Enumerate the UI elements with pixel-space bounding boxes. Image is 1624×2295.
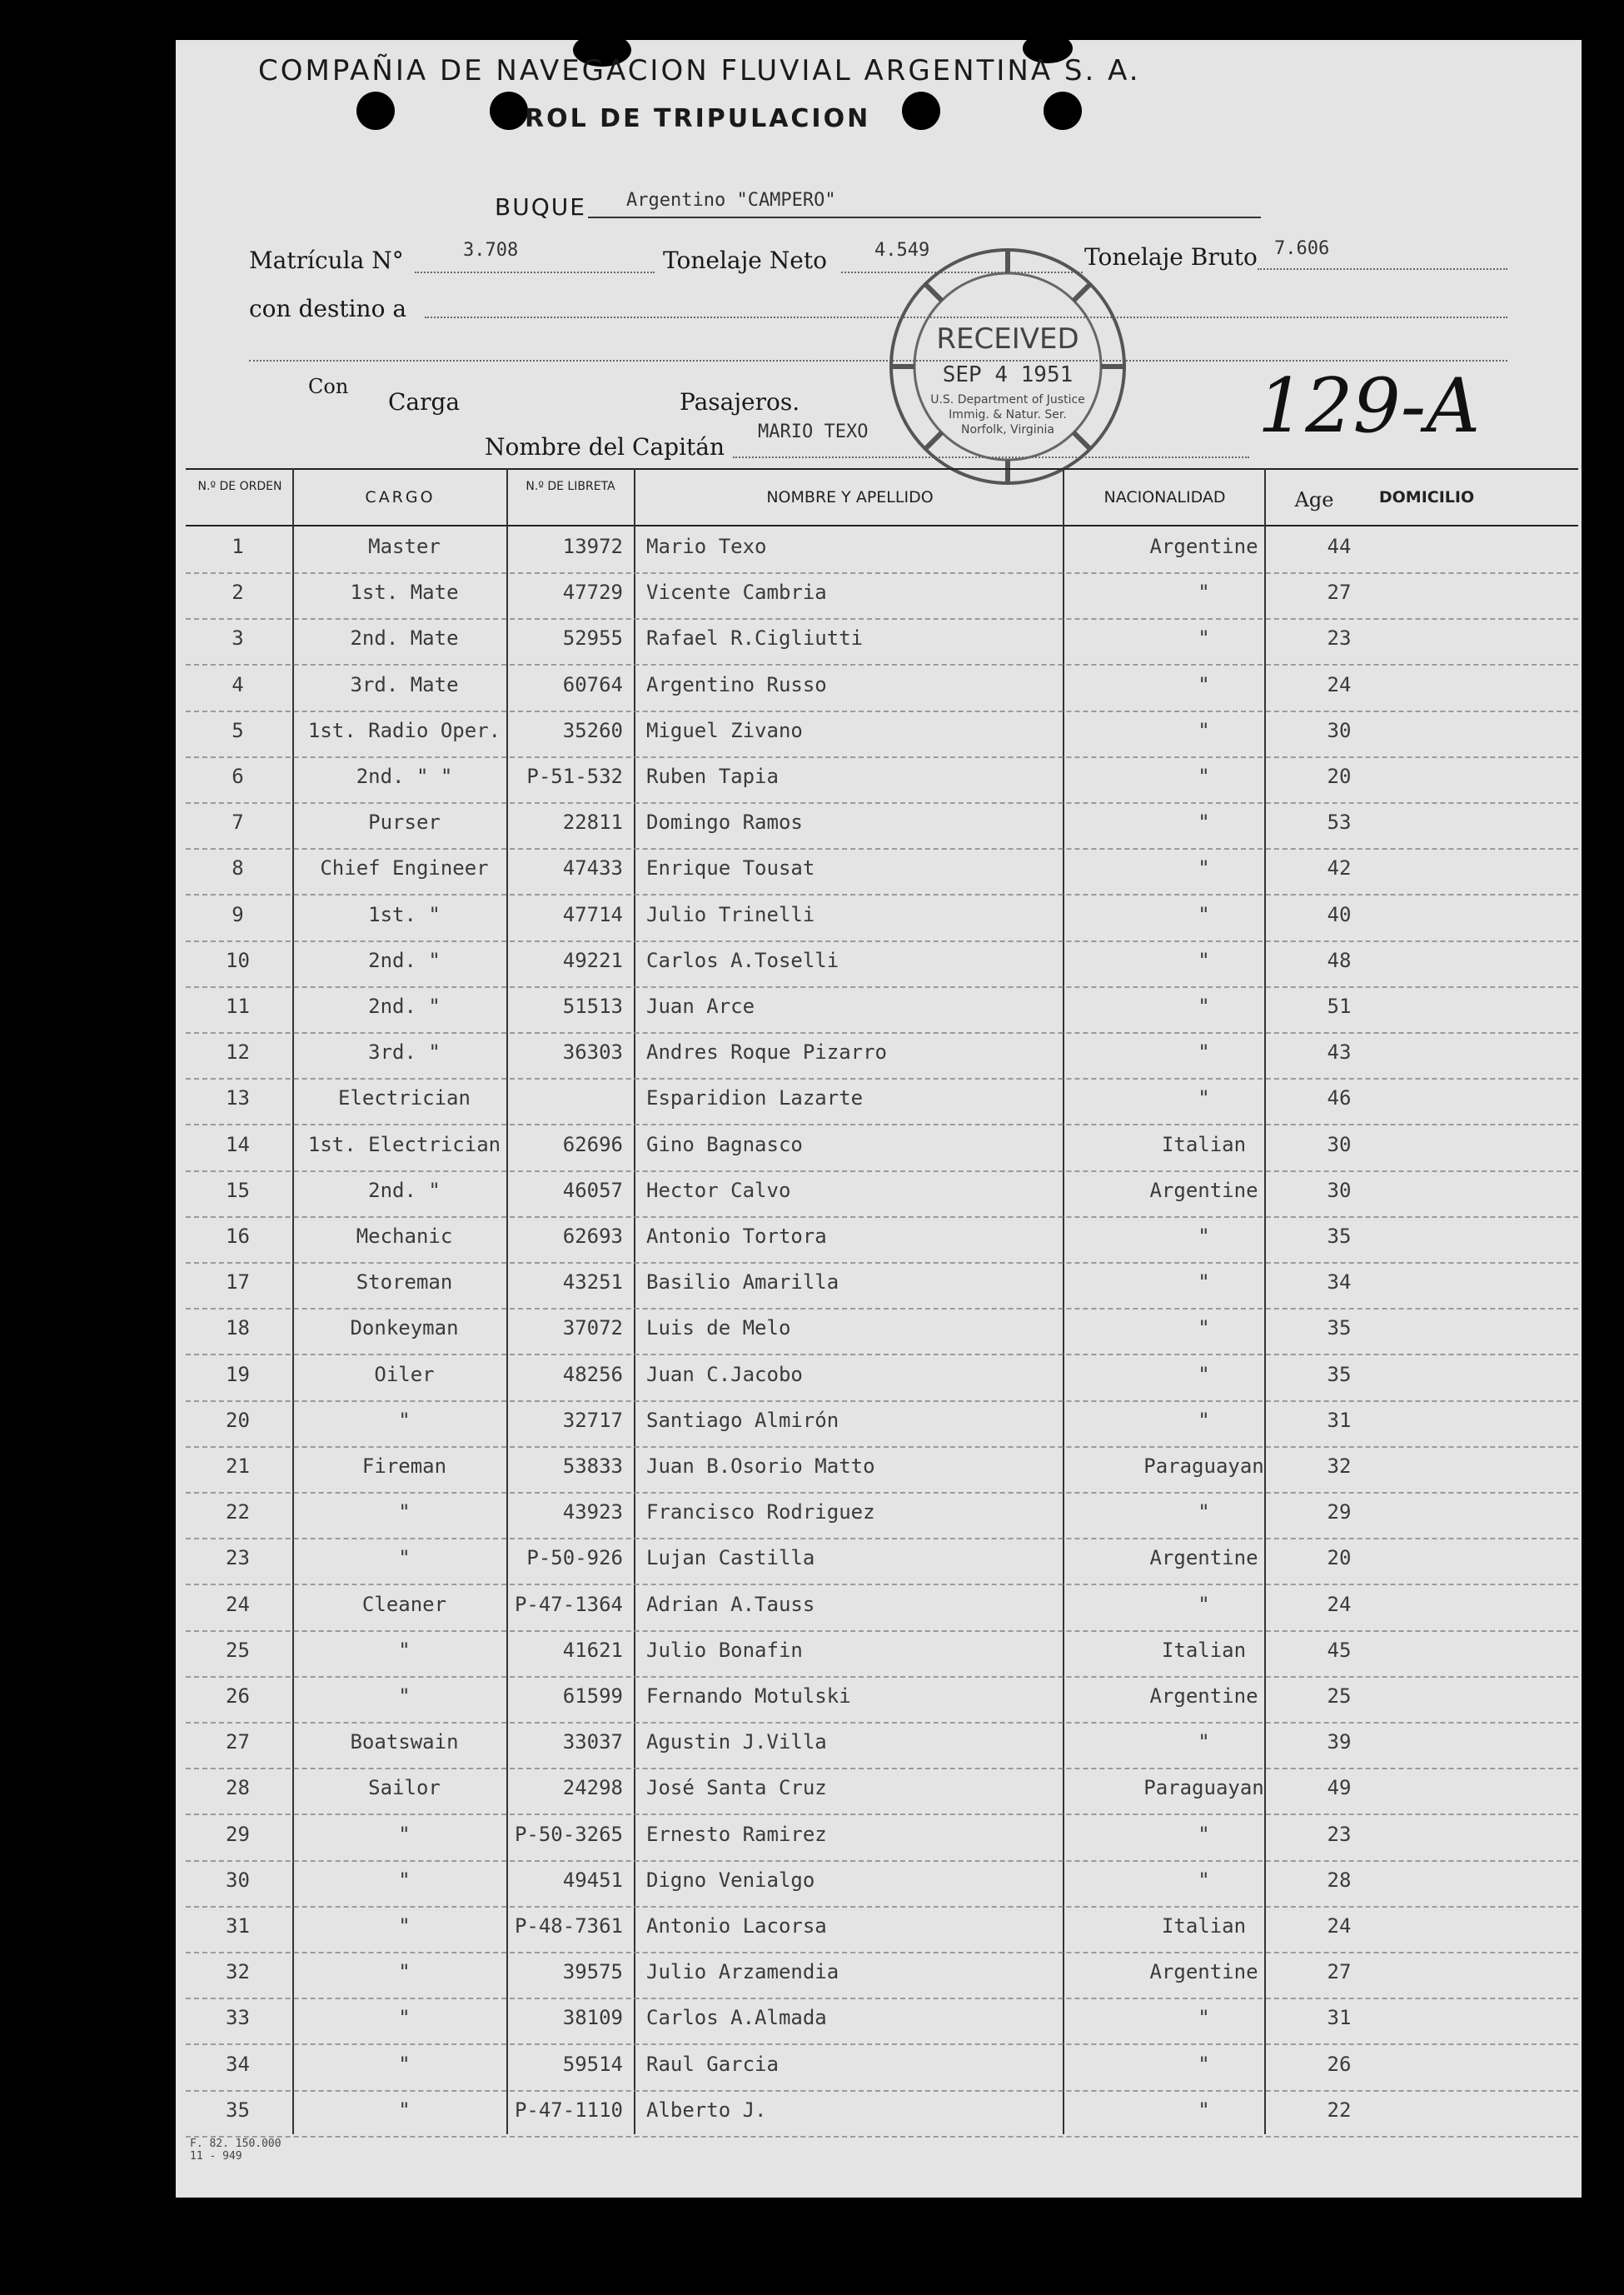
row-age: 25: [1327, 1684, 1352, 1708]
row-libreta: 49451: [562, 1868, 623, 1892]
row-number: 18: [226, 1316, 250, 1340]
row-cargo: ": [398, 1408, 411, 1432]
row-number: 26: [226, 1684, 250, 1708]
row-name: Francisco Rodriguez: [646, 1500, 875, 1524]
row-number: 10: [226, 948, 250, 972]
row-number: 35: [226, 2098, 250, 2122]
row-nacionalidad: Argentine: [1149, 1684, 1258, 1708]
row-libreta: 36303: [562, 1040, 623, 1065]
row-nacionalidad: ": [1198, 948, 1210, 972]
row-age: 29: [1327, 1500, 1352, 1524]
table-row: [186, 526, 1578, 574]
row-libreta: 51513: [562, 995, 623, 1018]
row-cargo: Cleaner: [361, 1592, 447, 1616]
row-cargo: Fireman: [361, 1454, 447, 1478]
row-cargo: 1st. Mate: [350, 581, 459, 605]
table-row: [186, 1906, 1578, 1953]
row-cargo: ": [398, 2006, 411, 2030]
row-number: 16: [226, 1225, 250, 1248]
row-age: 35: [1327, 1225, 1352, 1248]
row-age: 20: [1327, 1546, 1352, 1570]
footer-line1: F. 82. 150.000: [190, 2138, 281, 2150]
table-row: [186, 1676, 1578, 1724]
row-nacionalidad: Argentine: [1149, 1960, 1258, 1984]
row-cargo: ": [398, 2052, 411, 2076]
row-age: 39: [1327, 1730, 1352, 1754]
table-row: [186, 986, 1578, 1034]
row-name: Vicente Cambria: [646, 581, 827, 605]
row-cargo: 2nd. Mate: [350, 626, 459, 651]
row-libreta: P-50-926: [526, 1546, 623, 1570]
row-age: 40: [1327, 902, 1352, 926]
row-name: Juan C.Jacobo: [646, 1362, 803, 1386]
row-name: Gino Bagnasco: [646, 1132, 803, 1156]
stamp-date: SEP 4 1951: [942, 362, 1074, 387]
row-name: Miguel Zivano: [646, 718, 803, 742]
row-nacionalidad: ": [1198, 1822, 1210, 1846]
row-number: 2: [232, 581, 244, 605]
tonelaje-bruto-label: Tonelaje Bruto: [1084, 243, 1258, 271]
row-number: 11: [226, 995, 250, 1018]
row-cargo: 2nd. ": [368, 1178, 441, 1202]
row-age: 34: [1327, 1270, 1352, 1295]
row-cargo: ": [398, 1822, 411, 1846]
row-nacionalidad: ": [1198, 1040, 1210, 1065]
table-row: [186, 1078, 1578, 1125]
row-libreta: 47433: [562, 856, 623, 881]
row-libreta: 32717: [562, 1408, 623, 1432]
row-age: 24: [1327, 1914, 1352, 1938]
row-cargo: Purser: [368, 811, 441, 835]
row-name: Carlos A.Toselli: [646, 948, 839, 972]
row-cargo: ": [398, 1914, 411, 1938]
row-nacionalidad: ": [1198, 718, 1210, 742]
row-number: 7: [232, 811, 244, 835]
row-number: 31: [226, 1914, 250, 1938]
row-cargo: Electrician: [338, 1086, 471, 1110]
row-nacionalidad: ": [1198, 1316, 1210, 1340]
row-age: 27: [1327, 581, 1352, 605]
crew-table: [186, 468, 1578, 2134]
table-row: [186, 1860, 1578, 1908]
row-cargo: Storeman: [356, 1270, 453, 1295]
row-age: 28: [1327, 1868, 1352, 1892]
row-number: 32: [226, 1960, 250, 1984]
row-nacionalidad: ": [1198, 581, 1210, 605]
pasajeros-label: Pasajeros.: [680, 388, 800, 416]
row-number: 34: [226, 2052, 250, 2076]
row-libreta: 22811: [562, 811, 623, 835]
row-name: José Santa Cruz: [646, 1776, 827, 1800]
table-row: [186, 1446, 1578, 1494]
row-cargo: 3rd. Mate: [350, 672, 459, 696]
company-name: COMPAÑIA DE NAVEGACION FLUVIAL ARGENTINA S. A.: [258, 54, 1141, 87]
row-age: 48: [1327, 948, 1352, 972]
header-nacionalidad: NACIONALIDAD: [1103, 488, 1226, 506]
table-row: [186, 665, 1578, 712]
row-name: Basilio Amarilla: [646, 1270, 839, 1295]
table-row: [186, 895, 1578, 942]
row-libreta: 24298: [562, 1776, 623, 1800]
stamp-line3: U.S. Department of Justice: [930, 393, 1085, 407]
row-number: 15: [226, 1178, 250, 1202]
table-row: [186, 1630, 1578, 1678]
row-cargo: ": [398, 2098, 411, 2122]
row-nacionalidad: Argentine: [1149, 1546, 1258, 1570]
table-top-rule: [186, 468, 1578, 470]
row-number: 23: [226, 1546, 250, 1570]
punch-hole: [356, 92, 395, 130]
row-libreta: 62696: [562, 1132, 623, 1156]
tonelaje-neto-label: Tonelaje Neto: [663, 247, 827, 274]
row-name: Julio Arzamendia: [646, 1960, 839, 1984]
row-number: 28: [226, 1776, 250, 1800]
row-libreta: 47714: [562, 902, 623, 926]
row-age: 49: [1327, 1776, 1352, 1800]
row-cargo: 2nd. ": [368, 948, 441, 972]
row-age: 31: [1327, 1408, 1352, 1432]
row-age: 53: [1327, 811, 1352, 835]
row-libreta: P-50-3265: [514, 1822, 623, 1846]
row-name: Ruben Tapia: [646, 765, 779, 788]
row-age: 24: [1327, 1592, 1352, 1616]
row-libreta: 39575: [562, 1960, 623, 1984]
row-libreta: 46057: [562, 1178, 623, 1202]
row-nacionalidad: ": [1198, 902, 1210, 926]
row-libreta: 41621: [562, 1638, 623, 1662]
table-row: [186, 618, 1578, 666]
row-name: Agustin J.Villa: [646, 1730, 827, 1754]
row-libreta: P-47-1364: [514, 1592, 623, 1616]
table-row: [186, 1538, 1578, 1585]
row-libreta: 49221: [562, 948, 623, 972]
row-cargo: 3rd. ": [368, 1040, 441, 1065]
row-number: 3: [232, 626, 244, 651]
row-age: 43: [1327, 1040, 1352, 1065]
row-cargo: Boatswain: [350, 1730, 459, 1754]
row-cargo: Mechanic: [356, 1225, 453, 1248]
row-nacionalidad: Italian: [1161, 1638, 1247, 1662]
row-cargo: 2nd. " ": [356, 765, 453, 788]
table-row: [186, 2090, 1578, 2138]
row-cargo: 1st. Electrician: [307, 1132, 501, 1156]
row-number: 33: [226, 2006, 250, 2030]
row-nacionalidad: ": [1198, 811, 1210, 835]
row-libreta: 33037: [562, 1730, 623, 1754]
header-domicilio: DOMICILIO: [1378, 488, 1475, 506]
row-age: 32: [1327, 1454, 1352, 1478]
row-nacionalidad: ": [1198, 2006, 1210, 2030]
row-nacionalidad: Argentine: [1149, 1178, 1258, 1202]
row-nacionalidad: ": [1198, 672, 1210, 696]
row-nacionalidad: ": [1198, 995, 1210, 1018]
row-number: 24: [226, 1592, 250, 1616]
row-age: 20: [1327, 765, 1352, 788]
row-libreta: 60764: [562, 672, 623, 696]
row-number: 13: [226, 1086, 250, 1110]
punch-hole: [902, 92, 940, 130]
row-nacionalidad: Italian: [1161, 1132, 1247, 1156]
header-libreta: N.º DE LIBRETA: [526, 480, 615, 493]
row-age: 45: [1327, 1638, 1352, 1662]
row-age: 35: [1327, 1362, 1352, 1386]
tonelaje-bruto-dotted: [1258, 268, 1507, 270]
row-nacionalidad: ": [1198, 765, 1210, 788]
row-libreta: 43251: [562, 1270, 623, 1295]
row-name: Raul Garcia: [646, 2052, 779, 2076]
row-libreta: 35260: [562, 718, 623, 742]
stamp-line5: Norfolk, Virginia: [961, 423, 1054, 437]
row-name: Hector Calvo: [646, 1178, 791, 1202]
row-number: 12: [226, 1040, 250, 1065]
handwritten-reference: 129-A: [1258, 362, 1481, 450]
header-age: Age: [1294, 488, 1334, 511]
footer-line2: 11 - 949: [190, 2150, 242, 2163]
row-cargo: ": [398, 1684, 411, 1708]
row-age: 30: [1327, 1132, 1352, 1156]
row-nacionalidad: ": [1198, 1225, 1210, 1248]
row-libreta: P-51-532: [526, 765, 623, 788]
table-row: [186, 1170, 1578, 1218]
document-title: ROL DE TRIPULACION: [525, 104, 871, 133]
row-libreta: 43923: [562, 1500, 623, 1524]
table-row: [186, 2044, 1578, 2092]
row-libreta: 47729: [562, 581, 623, 605]
table-row: [186, 940, 1578, 988]
row-age: 24: [1327, 672, 1352, 696]
row-libreta: 53833: [562, 1454, 623, 1478]
row-age: 23: [1327, 626, 1352, 651]
row-nacionalidad: Italian: [1161, 1914, 1247, 1938]
row-age: 22: [1327, 2098, 1352, 2122]
row-name: Fernando Motulski: [646, 1684, 851, 1708]
header-orden: N.º DE ORDEN: [197, 480, 282, 493]
row-cargo: Donkeyman: [350, 1316, 459, 1340]
header-cargo: CARGO: [365, 488, 436, 506]
row-name: Antonio Tortora: [646, 1225, 827, 1248]
row-cargo: ": [398, 1546, 411, 1570]
row-number: 29: [226, 1822, 250, 1846]
table-row: [186, 1400, 1578, 1448]
table-row: [186, 572, 1578, 620]
table-row: [186, 848, 1578, 896]
row-nacionalidad: ": [1198, 1500, 1210, 1524]
row-name: Luis de Melo: [646, 1316, 791, 1340]
row-name: Julio Trinelli: [646, 902, 815, 926]
tonelaje-neto-value: 4.549: [874, 240, 930, 261]
row-libreta: 52955: [562, 626, 623, 651]
stamp-received: RECEIVED: [936, 322, 1079, 356]
row-nacionalidad: ": [1198, 856, 1210, 881]
row-age: 31: [1327, 2006, 1352, 2030]
table-row: [186, 1998, 1578, 2045]
row-libreta: 59514: [562, 2052, 623, 2076]
row-number: 30: [226, 1868, 250, 1892]
table-row: [186, 1952, 1578, 1999]
row-libreta: 62693: [562, 1225, 623, 1248]
capitan-label: Nombre del Capitán: [485, 433, 725, 461]
table-row: [186, 1768, 1578, 1815]
row-name: Andres Roque Pizarro: [646, 1040, 887, 1065]
table-row: [186, 1584, 1578, 1632]
row-age: 27: [1327, 1960, 1352, 1984]
row-number: 9: [232, 902, 244, 926]
row-cargo: ": [398, 1638, 411, 1662]
buque-value: Argentino "CAMPERO": [626, 190, 836, 211]
row-cargo: 1st. ": [368, 902, 441, 926]
row-name: Enrique Tousat: [646, 856, 815, 881]
row-libreta: 13972: [562, 535, 623, 558]
row-age: 30: [1327, 718, 1352, 742]
table-row: [186, 1814, 1578, 1862]
carga-label: Carga: [388, 388, 461, 416]
row-number: 1: [232, 535, 244, 558]
row-nacionalidad: Paraguayan: [1143, 1776, 1264, 1800]
row-nacionalidad: ": [1198, 1362, 1210, 1386]
row-age: 26: [1327, 2052, 1352, 2076]
matricula-value: 3.708: [463, 240, 519, 261]
row-nacionalidad: Paraguayan: [1143, 1454, 1264, 1478]
row-cargo: Chief Engineer: [320, 856, 489, 881]
row-libreta: P-48-7361: [514, 1914, 623, 1938]
buque-label: BUQUE: [495, 193, 586, 221]
tonelaje-bruto-value: 7.606: [1274, 238, 1330, 259]
row-libreta: 61599: [562, 1684, 623, 1708]
row-cargo: Sailor: [368, 1776, 441, 1800]
table-row: [186, 1216, 1578, 1264]
row-cargo: 1st. Radio Oper.: [307, 718, 501, 742]
row-name: Argentino Russo: [646, 672, 827, 696]
row-name: Julio Bonafin: [646, 1638, 803, 1662]
row-number: 19: [226, 1362, 250, 1386]
row-cargo: ": [398, 1500, 411, 1524]
row-libreta: 38109: [562, 2006, 623, 2030]
row-number: 22: [226, 1500, 250, 1524]
row-libreta: P-47-1110: [514, 2098, 623, 2122]
row-age: 44: [1327, 535, 1352, 558]
buque-underline: [588, 217, 1261, 218]
row-name: Digno Venialgo: [646, 1868, 815, 1892]
row-name: Rafael R.Cigliutti: [646, 626, 864, 651]
row-number: 21: [226, 1454, 250, 1478]
row-nacionalidad: ": [1198, 1086, 1210, 1110]
punch-hole: [1044, 92, 1082, 130]
row-name: Juan B.Osorio Matto: [646, 1454, 875, 1478]
row-name: Santiago Almirón: [646, 1408, 839, 1432]
row-nacionalidad: ": [1198, 1408, 1210, 1432]
row-age: 35: [1327, 1316, 1352, 1340]
row-libreta: 48256: [562, 1362, 623, 1386]
row-age: 23: [1327, 1822, 1352, 1846]
row-cargo: ": [398, 1868, 411, 1892]
row-nacionalidad: ": [1198, 626, 1210, 651]
table-row: [186, 1492, 1578, 1539]
row-name: Alberto J.: [646, 2098, 767, 2122]
table-row: [186, 1125, 1578, 1172]
table-row: [186, 1032, 1578, 1080]
row-number: 25: [226, 1638, 250, 1662]
row-cargo: Oiler: [374, 1362, 435, 1386]
table-row: [186, 1722, 1578, 1769]
row-name: Lujan Castilla: [646, 1546, 815, 1570]
capitan-value: MARIO TEXO: [758, 422, 869, 442]
row-number: 20: [226, 1408, 250, 1432]
row-name: Carlos A.Almada: [646, 2006, 827, 2030]
table-row: [186, 1308, 1578, 1355]
row-name: Juan Arce: [646, 995, 755, 1018]
row-cargo: ": [398, 1960, 411, 1984]
row-number: 8: [232, 856, 244, 881]
row-age: 30: [1327, 1178, 1352, 1202]
row-age: 51: [1327, 995, 1352, 1018]
con-label: Con: [308, 375, 349, 398]
matricula-dotted: [415, 272, 655, 273]
form-footer: [190, 2138, 281, 2163]
row-nacionalidad: ": [1198, 1270, 1210, 1295]
row-name: Adrian A.Tauss: [646, 1592, 815, 1616]
row-number: 6: [232, 765, 244, 788]
row-nacionalidad: ": [1198, 1730, 1210, 1754]
row-nacionalidad: ": [1198, 2052, 1210, 2076]
row-name: Ernesto Ramirez: [646, 1822, 827, 1846]
table-row: [186, 711, 1578, 758]
row-number: 4: [232, 672, 244, 696]
row-number: 5: [232, 718, 244, 742]
table-row: [186, 756, 1578, 804]
row-age: 46: [1327, 1086, 1352, 1110]
row-number: 14: [226, 1132, 250, 1156]
header-nombre: NOMBRE Y APELLIDO: [766, 488, 934, 506]
punch-hole: [490, 92, 528, 130]
matricula-label: Matrícula N°: [249, 247, 404, 274]
row-number: 27: [226, 1730, 250, 1754]
row-name: Antonio Lacorsa: [646, 1914, 827, 1938]
row-libreta: 37072: [562, 1316, 623, 1340]
table-row: [186, 1262, 1578, 1310]
row-name: Mario Texo: [646, 535, 767, 558]
row-cargo: 2nd. ": [368, 995, 441, 1018]
row-name: Domingo Ramos: [646, 811, 803, 835]
row-nacionalidad: ": [1198, 1868, 1210, 1892]
row-cargo: Master: [368, 535, 441, 558]
stamp-line4: Immig. & Natur. Ser.: [949, 408, 1067, 422]
row-number: 17: [226, 1270, 250, 1295]
row-name: Esparidion Lazarte: [646, 1086, 864, 1110]
row-nacionalidad: Argentine: [1149, 535, 1258, 558]
received-stamp-icon: [866, 242, 1149, 491]
table-row: [186, 802, 1578, 850]
row-age: 42: [1327, 856, 1352, 881]
row-nacionalidad: ": [1198, 2098, 1210, 2122]
row-nacionalidad: ": [1198, 1592, 1210, 1616]
destino-label: con destino a: [249, 295, 407, 322]
table-row: [186, 1355, 1578, 1402]
